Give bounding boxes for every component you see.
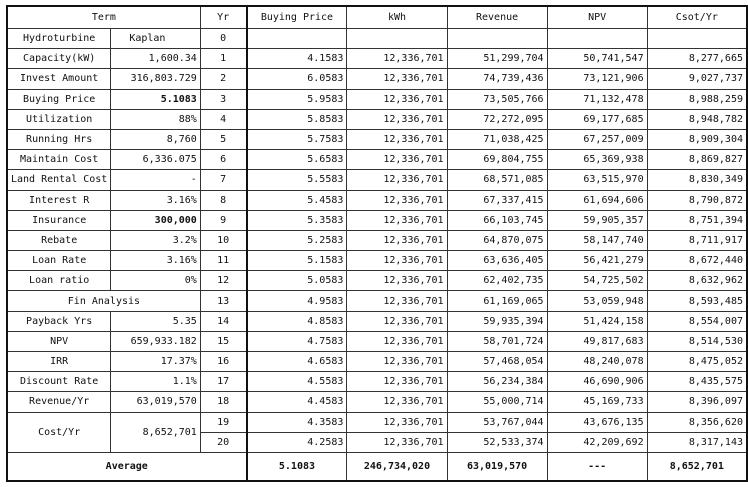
table-row: [7, 29, 747, 49]
revenue-cell: 68,571,085: [447, 170, 547, 190]
kwh-cell: 12,336,701: [347, 69, 447, 89]
header-cost-yr: Csot/Yr: [647, 6, 747, 29]
param-value: 3.16%: [111, 190, 201, 210]
param-label: Cost/Yr: [7, 412, 111, 452]
npv-cell: 53,059,948: [547, 291, 647, 311]
table-row: [7, 69, 747, 89]
param-value: 3.16%: [111, 251, 201, 271]
kwh-cell: 12,336,701: [347, 392, 447, 412]
param-value: 659,933.182: [111, 331, 201, 351]
year-cell: 20: [200, 432, 246, 452]
year-cell: 13: [200, 291, 246, 311]
param-label: Buying Price: [7, 89, 111, 109]
cost-cell: 8,317,143: [647, 432, 747, 452]
param-label: Land Rental Cost: [7, 170, 111, 190]
table-row: [7, 271, 747, 291]
buying-price-cell: 4.3583: [247, 412, 347, 432]
average-npv: ---: [547, 452, 647, 481]
cost-cell: 8,277,665: [647, 49, 747, 69]
year-cell: 1: [200, 49, 246, 69]
param-label: Rebate: [7, 230, 111, 250]
param-value: 0%: [111, 271, 201, 291]
table-row: [7, 311, 747, 331]
buying-price-cell: 4.4583: [247, 392, 347, 412]
param-value: Kaplan: [111, 29, 201, 49]
buying-price-cell: 5.1583: [247, 251, 347, 271]
table-row: [7, 251, 747, 271]
average-cost: 8,652,701: [647, 452, 747, 481]
cost-cell: 8,672,440: [647, 251, 747, 271]
header-kwh: kWh: [347, 6, 447, 29]
buying-price-cell: 4.6583: [247, 352, 347, 372]
table-row: [7, 331, 747, 351]
cost-cell: 8,632,962: [647, 271, 747, 291]
table-row: [7, 129, 747, 149]
npv-cell: 45,169,733: [547, 392, 647, 412]
kwh-cell: 12,336,701: [347, 190, 447, 210]
year-cell: 3: [200, 89, 246, 109]
year-cell: 6: [200, 150, 246, 170]
param-value: 8,760: [111, 129, 201, 149]
kwh-cell: 12,336,701: [347, 251, 447, 271]
param-value: 3.2%: [111, 230, 201, 250]
kwh-cell: 12,336,701: [347, 210, 447, 230]
kwh-cell: 12,336,701: [347, 311, 447, 331]
revenue-cell: 57,468,054: [447, 352, 547, 372]
npv-cell: 48,240,078: [547, 352, 647, 372]
cost-cell: 8,593,485: [647, 291, 747, 311]
kwh-cell: [347, 29, 447, 49]
year-cell: 11: [200, 251, 246, 271]
table-row: [7, 170, 747, 190]
param-label: Capacity(kW): [7, 49, 111, 69]
param-label: Running Hrs: [7, 129, 111, 149]
npv-cell: 51,424,158: [547, 311, 647, 331]
npv-cell: 71,132,478: [547, 89, 647, 109]
buying-price-cell: 5.8583: [247, 109, 347, 129]
header-row: [7, 6, 747, 29]
param-value: -: [111, 170, 201, 190]
param-label: Revenue/Yr: [7, 392, 111, 412]
average-buying-price: 5.1083: [247, 452, 347, 481]
param-label: Utilization: [7, 109, 111, 129]
table-row: [7, 150, 747, 170]
buying-price-cell: 4.5583: [247, 372, 347, 392]
cost-cell: 8,869,827: [647, 150, 747, 170]
table-row: [7, 109, 747, 129]
cost-cell: [647, 29, 747, 49]
param-value: 300,000: [111, 210, 201, 230]
param-label: Interest R: [7, 190, 111, 210]
year-cell: 7: [200, 170, 246, 190]
revenue-cell: 51,299,704: [447, 49, 547, 69]
param-value: 6,336.075: [111, 150, 201, 170]
cost-cell: 9,027,737: [647, 69, 747, 89]
cost-cell: 8,514,530: [647, 331, 747, 351]
param-label: Loan Rate: [7, 251, 111, 271]
cost-cell: 8,751,394: [647, 210, 747, 230]
kwh-cell: 12,336,701: [347, 291, 447, 311]
param-label: Hydroturbine: [7, 29, 111, 49]
param-value: 1,600.34: [111, 49, 201, 69]
year-cell: 19: [200, 412, 246, 432]
param-label: Discount Rate: [7, 372, 111, 392]
npv-cell: 46,690,906: [547, 372, 647, 392]
cost-cell: 8,988,259: [647, 89, 747, 109]
kwh-cell: 12,336,701: [347, 352, 447, 372]
revenue-cell: 72,272,095: [447, 109, 547, 129]
cost-cell: 8,396,097: [647, 392, 747, 412]
param-label: IRR: [7, 352, 111, 372]
npv-cell: 63,515,970: [547, 170, 647, 190]
cost-cell: 8,554,007: [647, 311, 747, 331]
revenue-cell: [447, 29, 547, 49]
param-label: Insurance: [7, 210, 111, 230]
revenue-cell: 71,038,425: [447, 129, 547, 149]
kwh-cell: 12,336,701: [347, 432, 447, 452]
param-label: NPV: [7, 331, 111, 351]
cost-cell: 8,948,782: [647, 109, 747, 129]
buying-price-cell: 5.6583: [247, 150, 347, 170]
buying-price-cell: 5.7583: [247, 129, 347, 149]
npv-cell: 56,421,279: [547, 251, 647, 271]
buying-price-cell: 5.3583: [247, 210, 347, 230]
financial-analysis-table: [6, 5, 748, 482]
year-cell: 4: [200, 109, 246, 129]
table-row: [7, 49, 747, 69]
param-label: Payback Yrs: [7, 311, 111, 331]
npv-cell: 59,905,357: [547, 210, 647, 230]
buying-price-cell: 4.8583: [247, 311, 347, 331]
npv-cell: 42,209,692: [547, 432, 647, 452]
cost-cell: 8,356,620: [647, 412, 747, 432]
revenue-cell: 52,533,374: [447, 432, 547, 452]
average-kwh: 246,734,020: [347, 452, 447, 481]
revenue-cell: 63,636,405: [447, 251, 547, 271]
year-cell: 10: [200, 230, 246, 250]
kwh-cell: 12,336,701: [347, 89, 447, 109]
buying-price-cell: 5.2583: [247, 230, 347, 250]
npv-cell: 49,817,683: [547, 331, 647, 351]
npv-cell: 54,725,502: [547, 271, 647, 291]
revenue-cell: 62,402,735: [447, 271, 547, 291]
buying-price-cell: 6.0583: [247, 69, 347, 89]
npv-cell: 69,177,685: [547, 109, 647, 129]
npv-cell: 73,121,906: [547, 69, 647, 89]
year-cell: 0: [200, 29, 246, 49]
header-buying-price: Buying Price: [247, 6, 347, 29]
revenue-cell: 66,103,745: [447, 210, 547, 230]
buying-price-cell: 4.1583: [247, 49, 347, 69]
param-value: 5.1083: [111, 89, 201, 109]
year-cell: 14: [200, 311, 246, 331]
table-row: [7, 372, 747, 392]
table-row: [7, 392, 747, 412]
table-row: [7, 412, 747, 432]
cost-cell: 8,830,349: [647, 170, 747, 190]
year-cell: 17: [200, 372, 246, 392]
revenue-cell: 53,767,044: [447, 412, 547, 432]
buying-price-cell: 4.7583: [247, 331, 347, 351]
buying-price-cell: 5.5583: [247, 170, 347, 190]
year-cell: 5: [200, 129, 246, 149]
cost-cell: 8,435,575: [647, 372, 747, 392]
param-value: 17.37%: [111, 352, 201, 372]
revenue-cell: 56,234,384: [447, 372, 547, 392]
npv-cell: 58,147,740: [547, 230, 647, 250]
cost-cell: 8,711,917: [647, 230, 747, 250]
section-label: Fin Analysis: [7, 291, 200, 311]
table-row: [7, 230, 747, 250]
param-label: Loan ratio: [7, 271, 111, 291]
buying-price-cell: 5.9583: [247, 89, 347, 109]
table-row: [7, 210, 747, 230]
kwh-cell: 12,336,701: [347, 412, 447, 432]
year-cell: 18: [200, 392, 246, 412]
npv-cell: 43,676,135: [547, 412, 647, 432]
year-cell: 2: [200, 69, 246, 89]
param-value: 8,652,701: [111, 412, 201, 452]
kwh-cell: 12,336,701: [347, 150, 447, 170]
table-row: [7, 352, 747, 372]
cost-cell: 8,790,872: [647, 190, 747, 210]
revenue-cell: 69,804,755: [447, 150, 547, 170]
param-value: 63,019,570: [111, 392, 201, 412]
param-value: 1.1%: [111, 372, 201, 392]
cost-cell: 8,475,052: [647, 352, 747, 372]
buying-price-cell: 5.4583: [247, 190, 347, 210]
npv-cell: 65,369,938: [547, 150, 647, 170]
revenue-cell: 59,935,394: [447, 311, 547, 331]
table-row: [7, 291, 747, 311]
npv-cell: 67,257,009: [547, 129, 647, 149]
average-revenue: 63,019,570: [447, 452, 547, 481]
average-row: [7, 452, 747, 481]
kwh-cell: 12,336,701: [347, 372, 447, 392]
buying-price-cell: 4.9583: [247, 291, 347, 311]
kwh-cell: 12,336,701: [347, 170, 447, 190]
revenue-cell: 73,505,766: [447, 89, 547, 109]
kwh-cell: 12,336,701: [347, 109, 447, 129]
table-row: [7, 89, 747, 109]
kwh-cell: 12,336,701: [347, 230, 447, 250]
revenue-cell: 67,337,415: [447, 190, 547, 210]
param-value: 316,803.729: [111, 69, 201, 89]
revenue-cell: 55,000,714: [447, 392, 547, 412]
npv-cell: 61,694,606: [547, 190, 647, 210]
year-cell: 16: [200, 352, 246, 372]
buying-price-cell: 5.0583: [247, 271, 347, 291]
cost-cell: 8,909,304: [647, 129, 747, 149]
npv-cell: [547, 29, 647, 49]
npv-cell: 50,741,547: [547, 49, 647, 69]
header-term: Term: [7, 6, 200, 29]
revenue-cell: 61,169,065: [447, 291, 547, 311]
year-cell: 12: [200, 271, 246, 291]
param-label: Invest Amount: [7, 69, 111, 89]
buying-price-cell: [247, 29, 347, 49]
kwh-cell: 12,336,701: [347, 271, 447, 291]
table-row: [7, 190, 747, 210]
year-cell: 15: [200, 331, 246, 351]
revenue-cell: 74,739,436: [447, 69, 547, 89]
revenue-cell: 58,701,724: [447, 331, 547, 351]
header-revenue: Revenue: [447, 6, 547, 29]
average-label: Average: [7, 452, 247, 481]
year-cell: 8: [200, 190, 246, 210]
header-yr: Yr: [200, 6, 246, 29]
header-npv: NPV: [547, 6, 647, 29]
revenue-cell: 64,870,075: [447, 230, 547, 250]
param-value: 88%: [111, 109, 201, 129]
kwh-cell: 12,336,701: [347, 49, 447, 69]
kwh-cell: 12,336,701: [347, 129, 447, 149]
year-cell: 9: [200, 210, 246, 230]
param-label: Maintain Cost: [7, 150, 111, 170]
param-value: 5.35: [111, 311, 201, 331]
buying-price-cell: 4.2583: [247, 432, 347, 452]
kwh-cell: 12,336,701: [347, 331, 447, 351]
